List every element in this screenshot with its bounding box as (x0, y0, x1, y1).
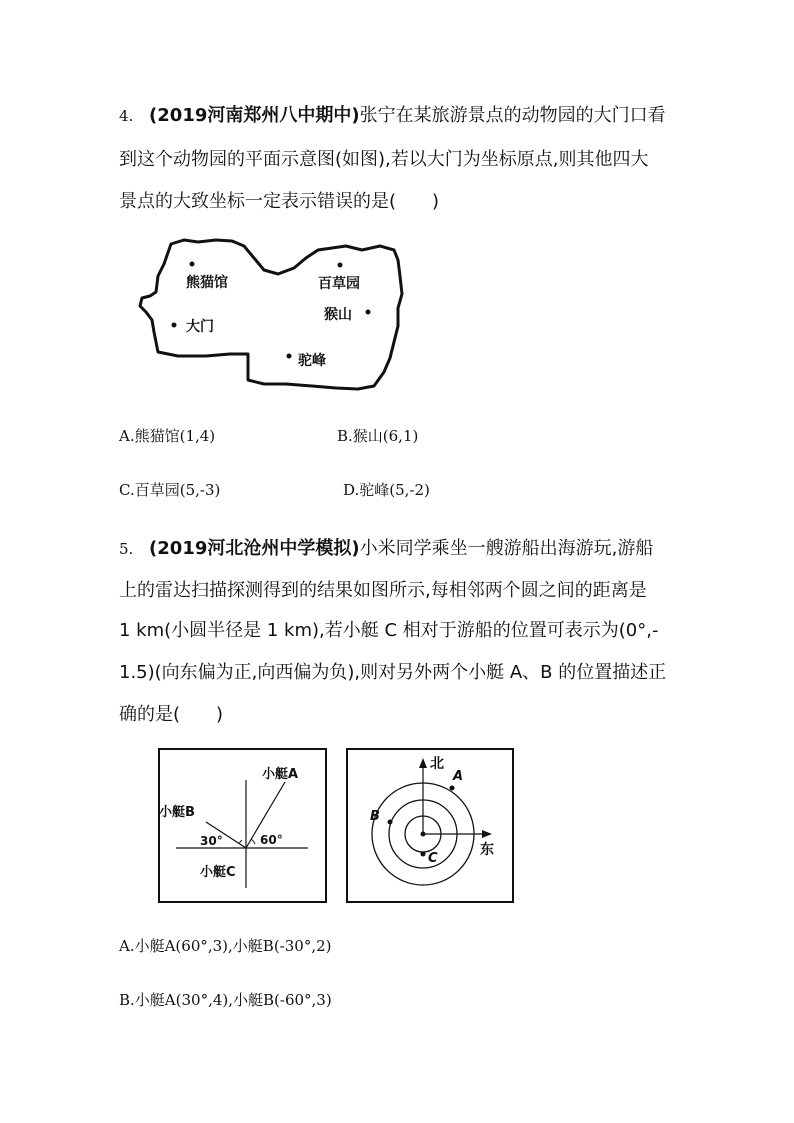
grass-label: 百草园 (318, 276, 360, 292)
gate-dot (172, 323, 177, 328)
boat-a-label: 小艇A (262, 767, 299, 782)
north-label: 北 (430, 756, 444, 772)
angle-diagram-figure (158, 748, 328, 908)
q5-option-b[interactable]: B.小艇A(30°,4),小艇B(-60°,3) (119, 991, 332, 1009)
q5-line1-text: 小米同学乘坐一艘游船出海游玩,游船 (359, 538, 654, 559)
q4-line-3: 景点的大致坐标一定表示错误的是( ) (119, 191, 440, 212)
b-label: B (370, 809, 380, 824)
center-dot (421, 832, 426, 837)
a-label: A (453, 769, 464, 784)
gate-label: 大门 (186, 319, 214, 335)
q4-option-b[interactable]: B.猴山(6,1) (337, 427, 419, 445)
radar-figure (346, 748, 516, 908)
q4-line-1 (119, 104, 666, 128)
arc-30 (239, 840, 242, 844)
camel-dot (287, 354, 292, 359)
angle-30-label: 30° (200, 834, 223, 848)
q5-line-5: 确的是( ) (119, 704, 224, 725)
c-label: C (428, 851, 438, 866)
zoo-boundary (140, 240, 402, 389)
q5-number: 5. (119, 540, 134, 558)
panda-dot (190, 262, 195, 267)
q4-source: (2019河南郑州八中期中) (149, 105, 360, 126)
angle-60-label: 60° (260, 833, 283, 847)
boat-c-dot (421, 852, 426, 857)
boat-b-label: 小艇B (159, 805, 195, 820)
q5-line-3: 1 km(小圆半径是 1 km),若小艇 C 相对于游船的位置可表示为(0°,- (119, 620, 659, 641)
q4-option-d[interactable]: D.驼峰(5,-2) (343, 481, 430, 499)
q5-source: (2019河北沧州中学模拟) (149, 538, 360, 559)
boat-b-dot (388, 820, 393, 825)
q5-line-2: 上的雷达扫描探测得到的结果如图所示,每相邻两个圆之间的距离是 (119, 580, 647, 601)
q4-line-2: 到这个动物园的平面示意图(如图),若以大门为坐标原点,则其他四大 (119, 149, 649, 170)
q5-line-4: 1.5)(向东偏为正,向西偏为负),则对另外两个小艇 A、B 的位置描述正 (119, 662, 667, 683)
q4-option-a[interactable]: A.熊猫馆(1,4) (119, 427, 216, 445)
arc-60 (251, 839, 255, 844)
camel-label: 驼峰 (298, 353, 326, 369)
boat-a-dot (450, 786, 455, 791)
q4-line1-text: 张宁在某旅游景点的动物园的大门口看 (359, 105, 666, 126)
east-label: 东 (480, 842, 494, 858)
east-arrow-icon (482, 830, 492, 838)
q4-number: 4. (119, 107, 134, 125)
q5-option-a[interactable]: A.小艇A(60°,3),小艇B(-30°,2) (119, 937, 332, 955)
q4-option-c[interactable]: C.百草园(5,-3) (119, 481, 221, 499)
monkey-dot (366, 310, 371, 315)
panda-label: 熊猫馆 (186, 275, 228, 291)
angle-diagram-frame (159, 749, 326, 902)
grass-dot (338, 263, 343, 268)
monkey-label: 猴山 (324, 307, 352, 323)
zoo-map-figure (136, 236, 406, 396)
north-arrow-icon (419, 758, 427, 768)
q5-line-1 (119, 537, 653, 561)
boat-c-label: 小艇C (200, 865, 236, 880)
